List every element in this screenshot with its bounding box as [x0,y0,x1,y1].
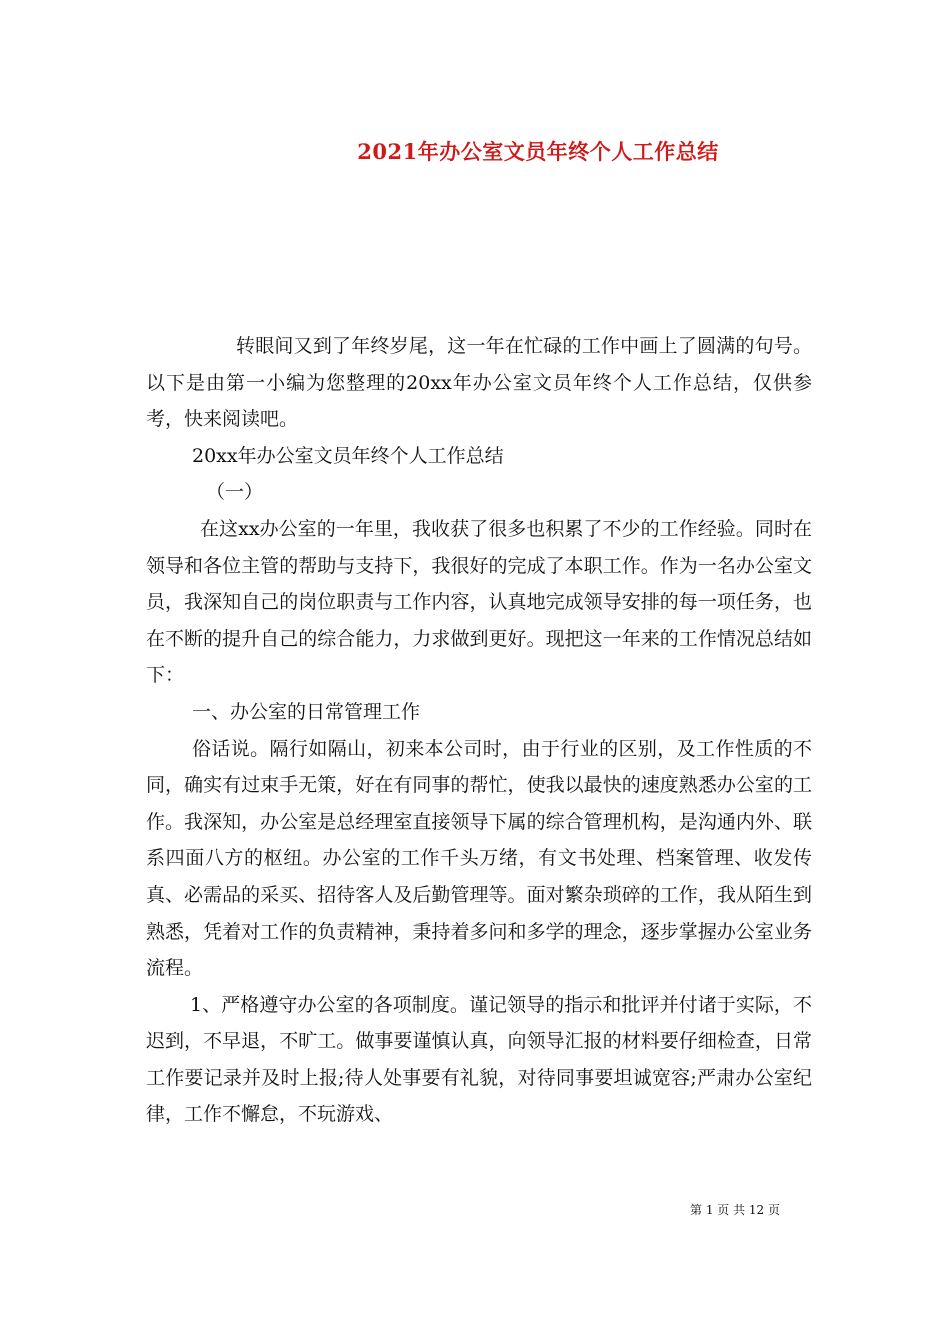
part-one-marker: （一） [206,481,264,504]
opening-paragraph: 在这xx办公室的一年里，我收获了很多也积累了不少的工作经验。同时在领导和各位主管的帮助与支持下，我很好的完成了本职工作。作为一名办公室文员，我深知自己的岗位职责与工作内容，认真地完成领导安排的每一项任务，也在不断的提升自己的综合能力，力求做到更好。现把这一年来的工作情况总结如下： [146,517,812,687]
intro-paragraph: 转眼间又到了年终岁尾，这一年在忙碌的工作中画上了圆满的句号。以下是由第一小编为您整理的20xx年办公室文员年终个人工作总结，仅供参考，快来阅读吧。 [146,335,812,431]
summary-subtitle: 20xx年办公室文员年终个人工作总结 [192,444,504,467]
section-one-paragraph: 俗话说。隔行如隔山，初来本公司时，由于行业的区别，及工作性质的不同，确实有过束手无策，好在有同事的帮忙，使我以最快的速度熟悉办公室的工作。我深知，办公室是总经理室直接领导下属的综合管理机构，是沟通内外、联系四面八方的枢纽。办公室的工作千头万绪，有文书处理、档案管理、收发传真、必需品的采买、招待客人及后勤管理等。面对繁杂琐碎的工作，我从陌生到熟悉，凭着对工作的负责精神，秉持着多问和多学的理念，逐步掌握办公室业务流程。 [146,737,812,980]
page-indicator: 第 1 页 共 12 页 [690,1203,780,1217]
item-one-paragraph: 1、严格遵守办公室的各项制度。谨记领导的指示和批评并付诸于实际，不迟到，不早退，不旷工。做事要谨慎认真，向领导汇报的材料要仔细检查，日常工作要记录并及时上报;待人处事要有礼貌，对待同事要坦诚宽容;严肃办公室纪律，工作不懈怠，不玩游戏、 [146,993,812,1126]
document-title: 2021年办公室文员年终个人工作总结 [357,139,719,164]
document-body [146,328,812,1133]
section-one-heading: 一、办公室的日常管理工作 [192,700,421,723]
